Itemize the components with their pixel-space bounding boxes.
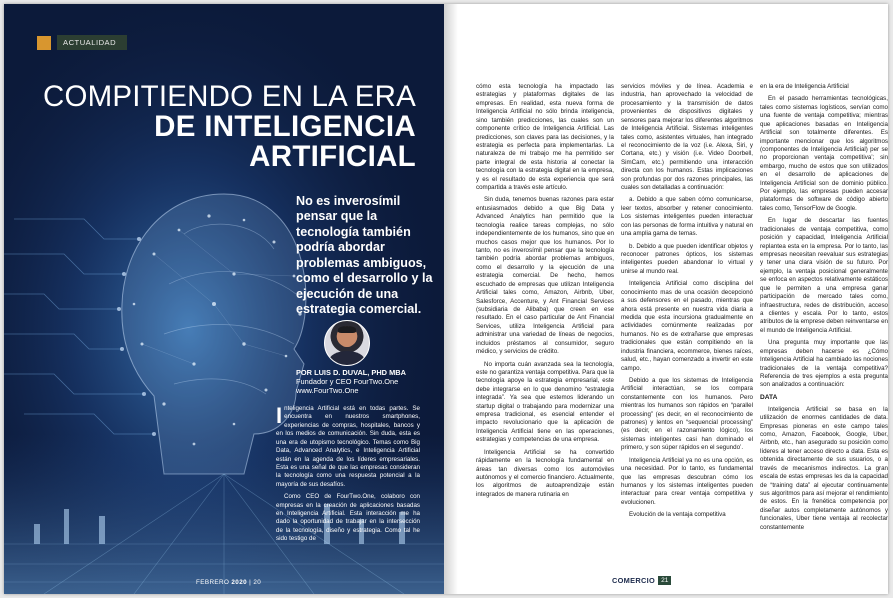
paragraph: Una pregunta muy importante que las empresas deben hacerse es ¿Cómo Inteligencia Artificial ha cambiado las nociones tradicionales de la ventaja competitiva? Referencia de tres ejemplos a esta pregunta son analizados a continuación: — [760, 339, 888, 389]
article-title-line-1: COMPITIENDO EN LA ERA — [42, 80, 416, 113]
folio-brand: COMERCIO — [612, 576, 656, 585]
left-folio: FEBRERO 2020 | 20 — [196, 579, 262, 586]
paragraph: Inteligencia Artificial ya no es una opción, es una necesidad. Por lo tanto, es fundamental que las empresas descubran cómo los humanos y los sistemas inteligentes pueden interactuar para crear ventaja competitiva y evolucionen. — [621, 456, 753, 506]
paragraph: Evolución de la ventaja competitiva — [629, 511, 726, 519]
author-site: www.FourTwo.One — [296, 386, 359, 396]
section-square-icon — [37, 36, 51, 50]
author-name: POR LUIS D. DUVAL, PHD MBA — [296, 368, 406, 377]
article-title-line-2: DE INTELIGENCIA — [154, 110, 416, 143]
paragraph: en la era de Inteligencia Artificial — [760, 83, 849, 90]
drop-cap: I — [276, 403, 283, 428]
folio-month: FEBRERO — [196, 579, 230, 586]
article-title-line-3: ARTIFICIAL — [249, 140, 416, 173]
folio-year: 2020 — [231, 579, 248, 586]
paragraph: En el pasado herramientas tecnológicas, tales como sistemas logísticos, servían como una fuente de ventaja competitiva; mientras que aplicaciones basadas en Inteligencia Artificial son totalmente diferentes. Es importante mencionar que los algoritmos (componentes de Inteligencia Artificial) per se no proporcionan ventaja competitiva’; sin embargo, mucho de estos que son utilizados en el desarrollo de aplicaciones de Inteligencia Artificial son de dominio público. Por ejemplo, las empresas pueden accesar plataformas de software de código abierto tales como, TensorFlow de Google. — [760, 95, 888, 212]
section-tag — [4, 34, 127, 51]
author-byline — [296, 368, 444, 395]
section-heading: DATA — [760, 393, 778, 401]
paragraph: No importa cuán avanzada sea la tecnología, este no garantiza ventaja competitiva. Para que la tecnología apoye la estrategia empresarial, este debe integrarse en lo que denomino “estrategia integrada”. Ya sea que estemos liderando un startup digital o trabajando para modernizar una empresa tradicional, es esencial entender el impacto revolucionario que la aplicación de Inteligencia Artificial tiene en las operaciones, estrategias y competencias de una empresa. — [476, 360, 614, 444]
author-role: Fundador y CEO FourTwo.One — [296, 377, 399, 387]
folio-page: 21 — [658, 576, 671, 585]
paragraph: Inteligencia Artificial se ha convertido rápidamente en la tecnología fundamental en áreas tan diversas como los automóviles autónomos y el comercio financiero. Actualmente, los algoritmos de autoaprendizaje están integrados de manera rutinaria en — [476, 448, 614, 498]
article-subtitle: No es inverosímil pensar que la tecnología también podría abordar problemas ambiguos, como el desarrollo y la ejecución de una estrategia comercial. — [296, 194, 433, 317]
section-label: ACTUALIDAD — [57, 35, 127, 50]
paragraph: Inteligencia Artificial como disciplina del conocimiento mas de una ocasión decepcionó a sus defensores en el pasado, mientras que ahora está presente en nuestra vida diaria a medida que esta incursiona gradualmente en actividades comúnmente realizadas por humanos. No es de extrañarse que empresas tradicionales que están compitiendo en la industria financiera, ecommerce, bienes raíces, salud, etc., hayan comenzado a invertir en este campo. — [621, 280, 753, 372]
article-column-2-content — [476, 83, 614, 503]
paragraph: Inteligencia Artificial está en todas partes. Se encuentra en nuestros smartphones, experiencias de compras, hospitales, bancos y en los medios de comunicación. Sin duda, esta es una era de utopismo tecnológico. Temas como Big Data, Advanced Analytics, e Inteligencia Artificial están en la agenda de los líderes empresariales. Esta es una señal de que las empresas consideran la tecnología como una respuesta potencial a la mayoría de sus desafíos. — [276, 403, 420, 488]
article-column-3-content — [621, 83, 753, 524]
paragraph: servicios móviles y de línea. Academia e industria, han aprovechado la velocidad de procesamiento y la transmisión de datos provenientes de dispositivos digitales y sensores para mejorar los diferentes algoritmos de Inteligencia Artificial. Sistemas inteligentes tales como, asistentes virtuales, han integrado el reconocimiento de la voz (i.e. Alexa, Siri, y Cortana, etc.) y visión (i.e. Video Doorbell, SimCam, etc.) permitiendo una interacción directa con los humanos. Estas implicaciones son profundas por dos razones principales, las cuales son detalladas a continuación: — [621, 83, 753, 192]
article-column-1 — [276, 405, 420, 548]
folio-page: 20 — [253, 579, 262, 586]
paragraph: Debido a que los sistemas de Inteligencia Artificial interactúan, se los compara constantemente con los humanos. Pero mientras los humanos son rápidos en “parallel processing” (es decir, en el reconocimiento de patrones) y lentos en “sequencial processing” (es decir, en el razonamiento lógico), los sistemas inteligentes casi han dominado el primero, y son súper rápidos en el segundo’. — [621, 376, 753, 452]
left-page — [4, 4, 444, 594]
paragraph: En lugar de descartar las fuentes tradicionales de ventaja competitiva, como posición y capacidad, Inteligencia Artificial replantea esta en la empresa. Por lo tanto, las empresas necesitan reevaluar sus estrategias y tener una clara visión de su futuro. Por ejemplo, la ventaja posicional generalmente se enfoca en aspectos relativamente estáticos que le permiten a una empresa ganar participación de mercado tales como, infraestructura, redes de distribución, acceso a clientes y escala. Por lo tanto, estos atributos de la emprese deben reinventarse en el mundo de Inteligencia Artificial. — [760, 217, 888, 334]
list-item: a. Debido a que saben cómo comunicarse, leer textos, absorber y retener conocimiento. Los sistemas inteligentes pueden interactuar con las personas de forma intuitiva y natural en una amplia gama de temas. — [621, 196, 753, 238]
page-gutter — [444, 4, 458, 594]
paragraph: cómo esta tecnología ha impactado las estrategias y plataformas digitales de las empresas. En realidad, esta nueva forma de Inteligencia Artificial no sólo brinda inteligencia, sino también predicciones, las cuales son un componente crítico de Inteligencia Artificial. Las predicciones, son claves para las decisiones, y la estrategia es perfecta para implementarlas. La naturaleza de mi trabajo me ha permitido ser parte integral de esta historia al conectar la tecnología con la estrategia digital en la empresa, y es el resultado de esta experiencia que será compartida a través este artículo. — [476, 83, 614, 192]
paragraph: Inteligencia Artificial se basa en la utilización de enormes cantidades de data. Empresas pioneras en este campo tales como, Amazon, Facebook, Google, Uber, Airbnb, etc., han asegurado su posición como líderes al tener acceso directo a data. Esta es obtenida directamente de sus usuarios, o a través de mecanismos indirectos. La gran escala de estas empresas les da la capacidad de “training data” al ejecutar continuamente sus algoritmos para así mejorar el rendimiento de estos. En la frenética competencia por diseñar autos completamente autónomos y funcionales, Uber tiene ventaja al recolectar constantemente — [760, 405, 888, 531]
list-item: b. Debido a que pueden identificar objetos y reconocer patrones ópticos, los sistemas inteligentes pueden abandonar lo virtual y unirse al mundo real. — [621, 242, 753, 275]
paragraph: Como CEO de FourTwo.One, colaboro con empresas en la creación de aplicaciones basadas en Inteligencia Artificial. Esta interacción me ha dado la oportunidad de trabajar en la intersección de la tecnología, diseño y estrategia. Como tal he sido testigo de — [276, 493, 420, 543]
magazine-spread — [4, 4, 888, 594]
right-folio — [612, 576, 671, 585]
paragraph: Sin duda, tenemos buenas razones para estar entusiasmados debido a que Big Data y Advanced Analytics han permitido que la tecnología realice tareas complejas, no sólo independientemente de los humanos, sino que en muchos casos mejor que los humanos. Por lo tanto, no es inverosímil pensar que la tecnología también podría abordar problemas ambiguos, como el desarrollo y la ejecución de una estrategia comercial. De hecho, hemos escuchado de empresas que utilizan Inteligencia Artificial tales como, Amazon, Airbnb, Uber, Salesforce, Accenture, y Ant Financial Services (subsidiaria de Alibaba) que creen en ese resultado. En el caso particular de Ant Financial Services, utiliza Inteligencia Artificial para administrar una variedad de líneas de negocios, incluidos préstamos al consumidor, seguro médico, y servicios de crédito. — [476, 196, 614, 356]
article-column-4-content — [760, 83, 888, 536]
author-photo — [324, 320, 370, 366]
